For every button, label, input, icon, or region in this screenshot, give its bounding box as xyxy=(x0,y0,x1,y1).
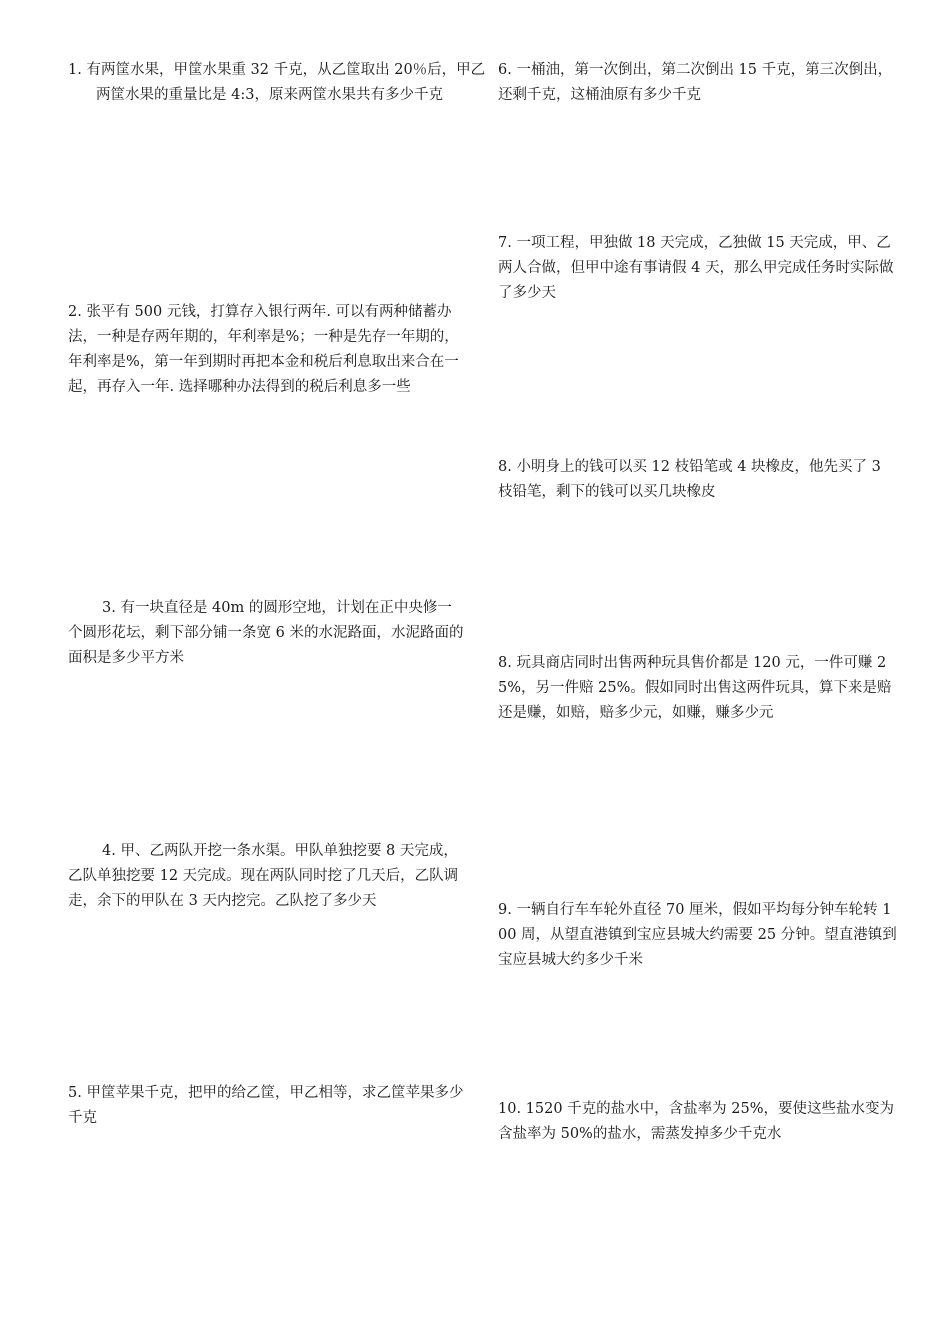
problem-3: 3. 有一块直径是 40m 的圆形空地，计划在正中央修一个圆形花坛，剩下部分铺一条宽 6 米的水泥路面，水泥路面的面积是多少平方米 xyxy=(68,600,464,666)
problem-5: 5. 甲筐苹果千克，把甲的给乙筐，甲乙相等，求乙筐苹果多少千克 xyxy=(68,1085,464,1126)
problem-2: 2. 张平有 500 元钱，打算存入银行两年. 可以有两种储蓄办法，一种是存两年期的，年利率是%；一种是先存一年期的，年利率是%，第一年到期时再把本金和税后利息取出来合在一起，再存入一年. 选择哪种办法得到的税后利息多一些 xyxy=(68,304,459,395)
problem-10: 10. 1520 千克的盐水中，含盐率为 25%，要使这些盐水变为含盐率为 50%的盐水，需蒸发掉多少千克水 xyxy=(498,1101,895,1142)
problem-6: 6. 一桶油，第一次倒出，第二次倒出 15 千克，第三次倒出，还剩千克，这桶油原有多少千克 xyxy=(498,62,893,103)
problem-1: 1. 有两筐水果，甲筐水果重 32 千克，从乙筐取出 20％后，甲乙两筐水果的重量比是 4:3，原来两筐水果共有多少千克 xyxy=(68,62,486,103)
problem-4: 4. 甲、乙两队开挖一条水渠。甲队单独挖要 8 天完成，乙队单独挖要 12 天完成。现在两队同时挖了几天后，乙队调走，余下的甲队在 3 天内挖完。乙队挖了多少天 xyxy=(68,843,459,909)
problem-8-toys: 8. 玩具商店同时出售两种玩具售价都是 120 元，一件可赚 25%，另一件赔 25%。假如同时出售这两件玩具，算下来是赔还是赚，如赔，赔多少元，如赚，赚多少元 xyxy=(498,655,892,721)
problem-8-pencils: 8. 小明身上的钱可以买 12 枝铅笔或 4 块橡皮，他先买了 3 枝铅笔，剩下的钱可以买几块橡皮 xyxy=(498,459,881,500)
problem-7: 7. 一项工程，甲独做 18 天完成，乙独做 15 天完成，甲、乙两人合做，但甲中途有事请假 4 天，那么甲完成任务时实际做了多少天 xyxy=(498,235,894,301)
problem-9: 9. 一辆自行车车轮外直径 70 厘米，假如平均每分钟车轮转 100 周，从望直港镇到宝应县城大约需要 25 分钟。望直港镇到宝应县城大约多少千米 xyxy=(498,902,897,968)
